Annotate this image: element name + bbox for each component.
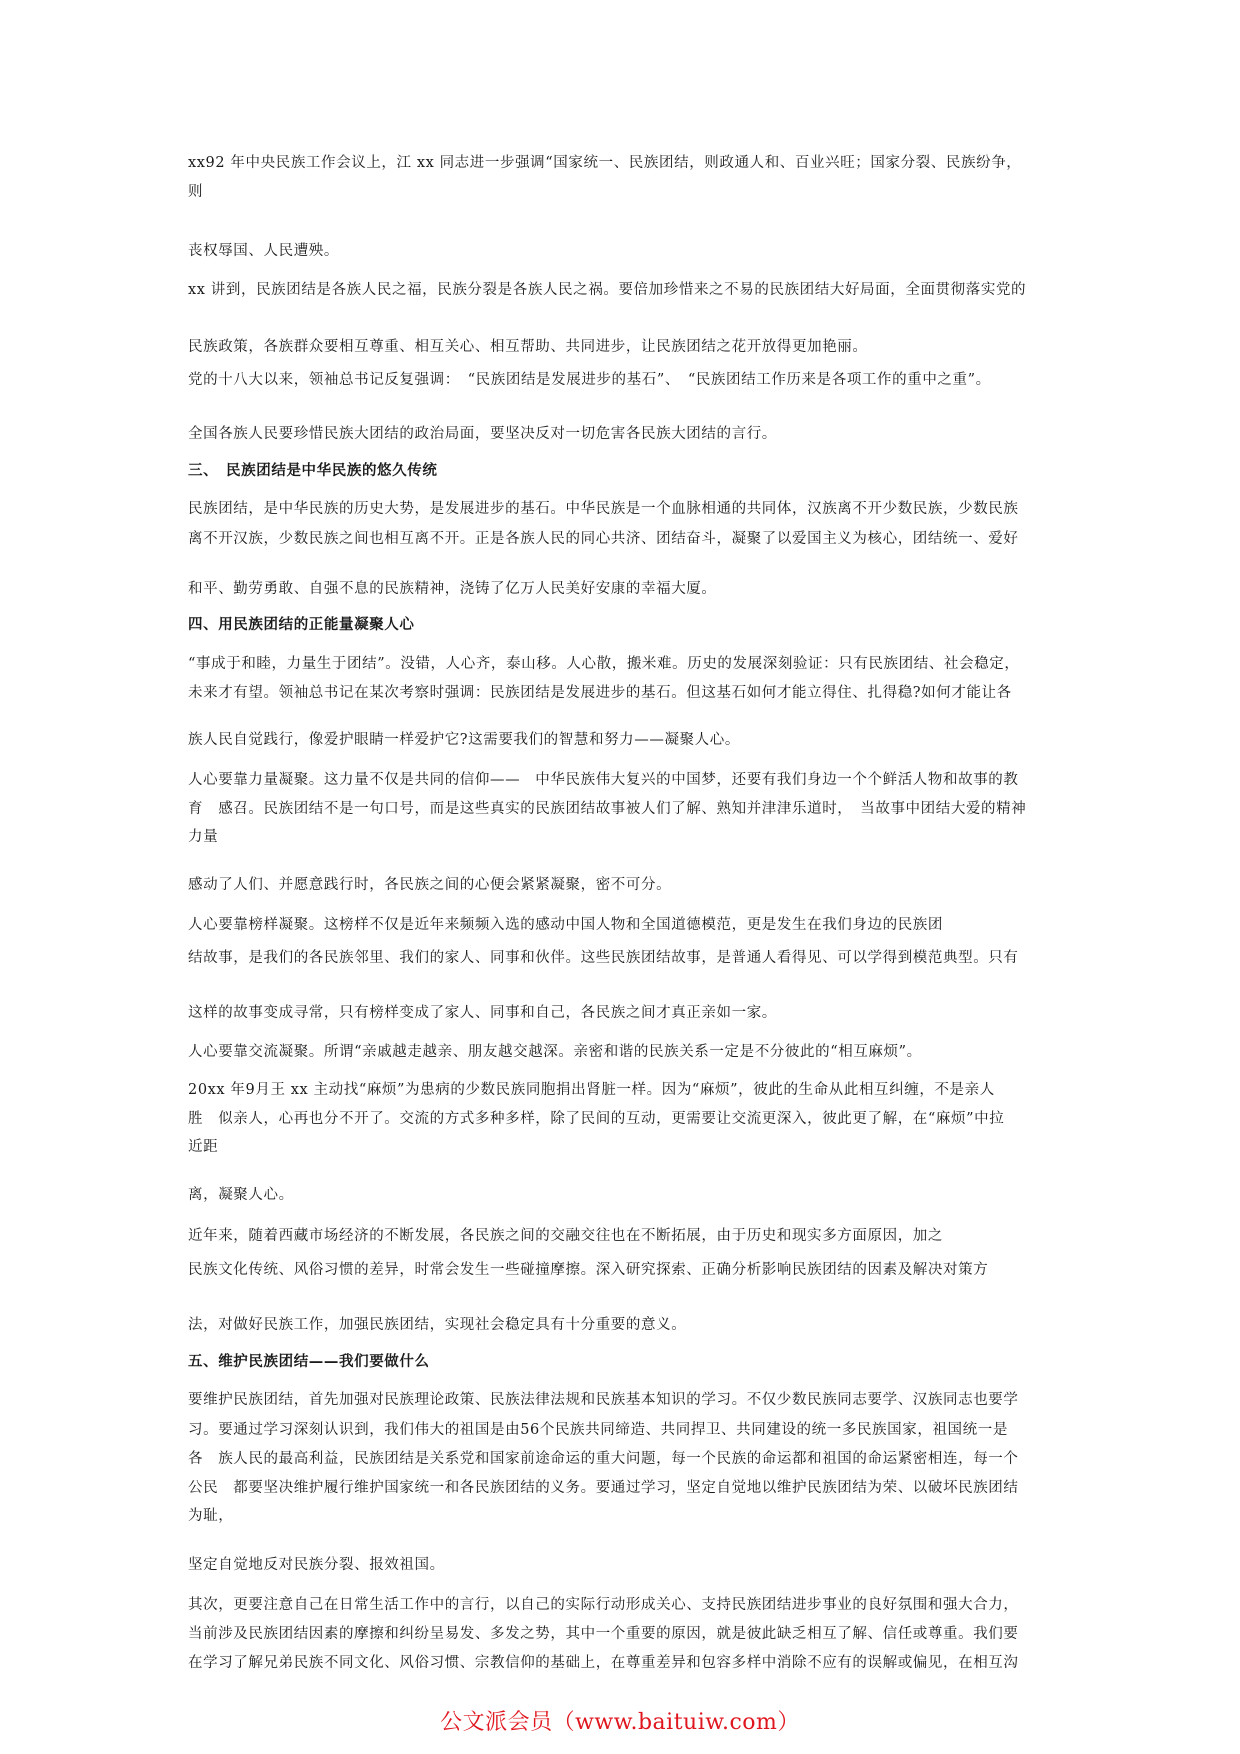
paragraph-line: 各 族人民的最高利益，民族团结是关系党和国家前途命运的重大问题，每一个民族的命运都和祖国的命运紧密相连，每一个 — [188, 1451, 1019, 1467]
paragraph-line: 在学习了解兄弟民族不同文化、风俗习惯、宗教信仰的基础上，在尊重差异和包容多样中消除不应有的误解或偏见，在相互沟 — [188, 1655, 1019, 1671]
paragraph-line: 20xx 年9月王 xx 主动找“麻烦”为患病的少数民族同胞捐出肾脏一样。因为“麻烦”，彼此的生命从此相互纠缠，不是亲人 — [188, 1082, 995, 1098]
footer-watermark-link[interactable]: 公文派会员（www.baituiw.com） — [440, 1710, 800, 1735]
paragraph-line: 公民 都要坚决维护履行维护国家统一和各民族团结的义务。要通过学习，坚定自觉地以维护民族团结为荣、以破坏民族团结 — [188, 1480, 1019, 1496]
paragraph-line: 近距 — [188, 1139, 219, 1155]
paragraph-line: 坚定自觉地反对民族分裂、报效祖国。 — [188, 1557, 445, 1573]
paragraph-line: 党的十八大以来，领袖总书记反复强调： “民族团结是发展进步的基石”、 “民族团结工作历来是各项工作的重中之重”。 — [188, 372, 991, 388]
paragraph-line: 离，凝聚人心。 — [188, 1187, 294, 1203]
paragraph-line: 民族团结，是中华民族的历史大势，是发展进步的基石。中华民族是一个血脉相通的共同体，汉族离不开少数民族，少数民族 — [188, 501, 1019, 517]
paragraph-line: 感动了人们、并愿意践行时，各民族之间的心便会紧紧凝聚，密不可分。 — [188, 877, 672, 893]
paragraph-line: 为耻， — [188, 1508, 234, 1524]
paragraph-line: 力量 — [188, 829, 219, 845]
paragraph-line: 其次，更要注意自己在日常生活工作中的言行，以自己的实际行动形成关心、支持民族团结进步事业的良好氛围和强大合力， — [188, 1597, 1019, 1613]
paragraph-line: 法，对做好民族工作，加强民族团结，实现社会稳定具有十分重要的意义。 — [188, 1317, 687, 1333]
paragraph-line: 胜 似亲人，心再也分不开了。交流的方式多种多样，除了民间的互动，更需要让交流更深入，彼此更了解，在“麻烦”中拉 — [188, 1111, 1005, 1127]
paragraph-line: 离不开汉族，少数民族之间也相互离不开。正是各族人民的同心共济、团结奋斗，凝聚了以爱国主义为核心，团结统一、爱好 — [188, 531, 1019, 547]
paragraph-line: “事成于和睦，力量生于团结”。没错，人心齐，泰山移。人心散，搬米难。历史的发展深刻验证：只有民族团结、社会稳定， — [188, 656, 1020, 672]
paragraph-line: 丧权辱国、人民遭殃。 — [188, 243, 339, 259]
paragraph-line: 习。要通过学习深刻认识到，我们伟大的祖国是由56个民族共同缔造、共同捍卫、共同建设的统一多民族国家，祖国统一是 — [188, 1422, 1008, 1438]
section-heading-3: 三、 民族团结是中华民族的悠久传统 — [188, 463, 438, 479]
paragraph-line: 这样的故事变成寻常，只有榜样变成了家人、同事和自己，各民族之间才真正亲如一家。 — [188, 1005, 777, 1021]
paragraph-line: 民族政策，各族群众要相互尊重、相互关心、相互帮助、共同进步，让民族团结之花开放得更加艳丽。 — [188, 339, 868, 355]
paragraph-line: 近年来，随着西藏市场经济的不断发展，各民族之间的交融交往也在不断拓展，由于历史和现实多方面原因，加之 — [188, 1228, 943, 1244]
paragraph-line: 和平、勤劳勇敢、自强不息的民族精神，浇铸了亿万人民美好安康的幸福大厦。 — [188, 581, 717, 597]
paragraph-line: 当前涉及民族团结因素的摩擦和纠纷呈易发、多发之势，其中一个重要的原因，就是彼此缺乏相互了解、信任或尊重。我们要 — [188, 1626, 1019, 1642]
paragraph-line: 民族文化传统、风俗习惯的差异，时常会发生一些碰撞摩擦。深入研究探索、正确分析影响民族团结的因素及解决对策方 — [188, 1262, 989, 1278]
paragraph-line: 人心要靠交流凝聚。所谓“亲戚越走越亲、朋友越交越深。亲密和谐的民族关系一定是不分彼此的“相互麻烦”。 — [188, 1044, 922, 1060]
paragraph-line: xx 讲到，民族团结是各族人民之福，民族分裂是各族人民之祸。要倍加珍惜来之不易的民族团结大好局面，全面贯彻落实党的 — [188, 282, 1027, 298]
paragraph-line: 要维护民族团结，首先加强对民族理论政策、民族法律法规和民族基本知识的学习。不仅少数民族同志要学、汉族同志也要学 — [188, 1392, 1019, 1408]
paragraph-line: 人心要靠榜样凝聚。这榜样不仅是近年来频频入选的感动中国人物和全国道德模范，更是发生在我们身边的民族团 — [188, 917, 943, 933]
paragraph-line: 未来才有望。领袖总书记在某次考察时强调：民族团结是发展进步的基石。但这基石如何才能立得住、扎得稳?如何才能让各 — [188, 685, 1012, 701]
paragraph-line: 全国各族人民要珍惜民族大团结的政治局面，要坚决反对一切危害各民族大团结的言行。 — [188, 426, 777, 442]
paragraph-line: 结故事，是我们的各民族邻里、我们的家人、同事和伙伴。这些民族团结故事，是普通人看得见、可以学得到模范典型。只有 — [188, 950, 1019, 966]
paragraph-line: 人心要靠力量凝聚。这力量不仅是共同的信仰—— 中华民族伟大复兴的中国梦，还要有我们身边一个个鲜活人物和故事的教 — [188, 772, 1019, 788]
section-heading-4: 四、用民族团结的正能量凝聚人心 — [188, 617, 415, 633]
paragraph-line: 育 感召。民族团结不是一句口号，而是这些真实的民族团结故事被人们了解、熟知并津津乐道时， 当故事中团结大爱的精神 — [188, 801, 1027, 817]
paragraph-line: 族人民自觉践行，像爱护眼睛一样爱护它?这需要我们的智慧和努力——凝聚人心。 — [188, 732, 740, 748]
section-heading-5: 五、维护民族团结——我们要做什么 — [188, 1354, 430, 1370]
paragraph-line: xx92 年中央民族工作会议上，江 xx 同志进一步强调“国家统一、民族团结，则政通人和、百业兴旺；国家分裂、民族纷争， — [188, 155, 1022, 171]
paragraph-line: 则 — [188, 184, 204, 200]
